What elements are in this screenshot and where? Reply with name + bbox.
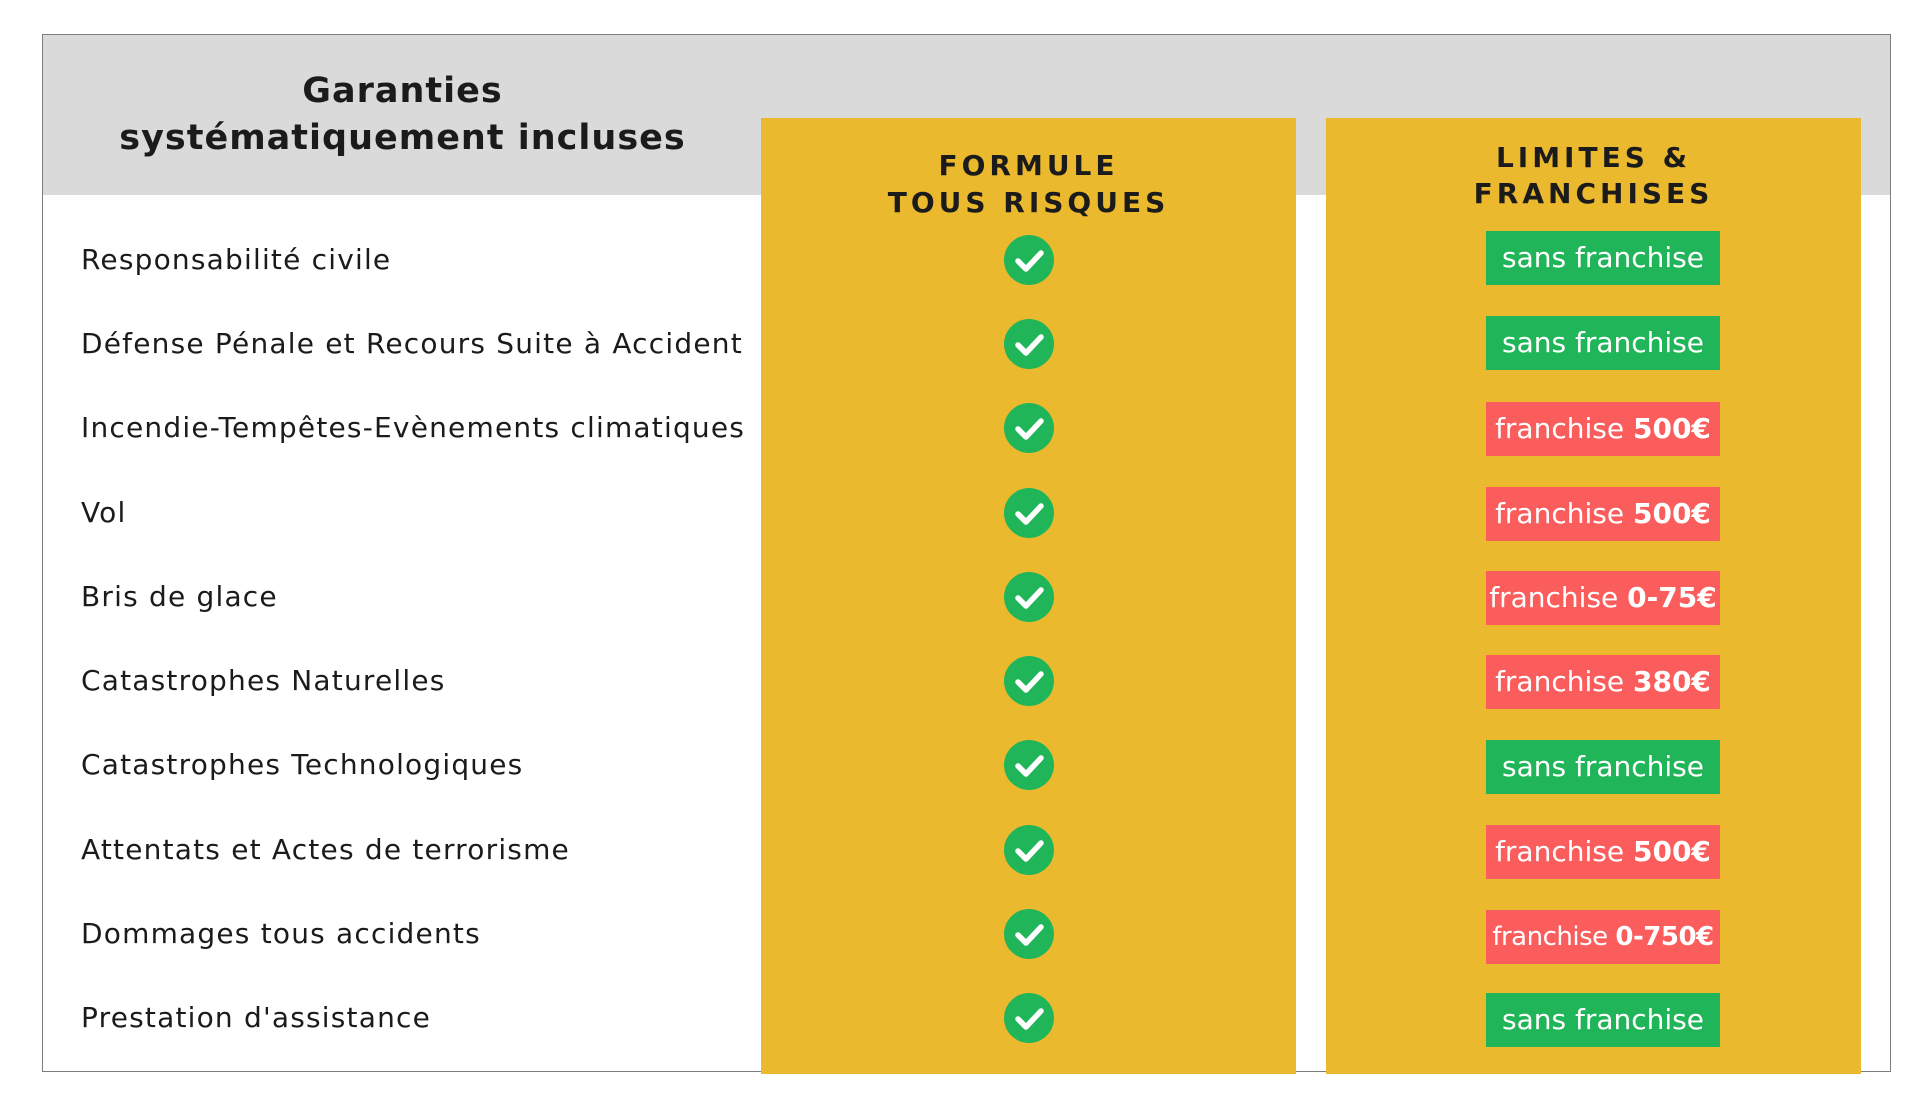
table-title-line2: systématiquement incluses [119, 118, 686, 158]
check-circle-icon [1004, 319, 1054, 369]
column-formule-header-line1: FORMULE [938, 149, 1119, 182]
guarantee-label: Bris de glace [81, 580, 278, 613]
check-circle-icon [1004, 235, 1054, 285]
deductible-badge [1486, 825, 1720, 879]
column-limites-header-line1: LIMITES & [1495, 141, 1692, 174]
deductible-badge [1486, 571, 1720, 625]
badge-amount: 500€ [1632, 412, 1711, 445]
badge-amount: 380€ [1632, 665, 1711, 698]
no-deductible-badge [1486, 993, 1720, 1047]
deductible-badge [1486, 487, 1720, 541]
badge-text: sans franchise [1502, 326, 1704, 359]
deductible-badge [1486, 402, 1720, 456]
badge-amount: 500€ [1632, 497, 1711, 530]
column-formule-header [761, 147, 1296, 221]
column-formule-header-line2: TOUS RISQUES [887, 186, 1170, 219]
badge-text: franchise [1489, 581, 1628, 614]
badge-text: sans franchise [1502, 1003, 1704, 1036]
guarantee-label: Catastrophes Naturelles [81, 664, 446, 697]
check-circle-icon [1004, 656, 1054, 706]
check-circle-icon [1004, 740, 1054, 790]
badge-text: franchise [1492, 922, 1616, 952]
badge-amount: 500€ [1632, 835, 1711, 868]
column-limites-header [1326, 140, 1861, 212]
no-deductible-badge [1486, 316, 1720, 370]
badge-amount: 0-750€ [1615, 922, 1714, 952]
check-circle-icon [1004, 993, 1054, 1043]
check-circle-icon [1004, 403, 1054, 453]
guarantee-label: Prestation d'assistance [81, 1001, 432, 1034]
guarantee-label: Vol [81, 496, 127, 529]
check-circle-icon [1004, 909, 1054, 959]
badge-text: sans franchise [1502, 241, 1704, 274]
guarantee-label: Dommages tous accidents [81, 917, 481, 950]
table-title [100, 68, 705, 162]
guarantee-label: Défense Pénale et Recours Suite à Accident [81, 327, 743, 360]
badge-text: franchise [1495, 835, 1633, 868]
guarantee-label: Attentats et Actes de terrorisme [81, 833, 570, 866]
guarantee-label: Catastrophes Technologiques [81, 748, 524, 781]
no-deductible-badge [1486, 740, 1720, 794]
table-title-line1: Garanties [302, 71, 503, 111]
badge-text: sans franchise [1502, 750, 1704, 783]
badge-text: franchise [1495, 497, 1633, 530]
column-limites-header-line2: FRANCHISES [1473, 177, 1714, 210]
badge-text: franchise [1495, 665, 1633, 698]
no-deductible-badge [1486, 231, 1720, 285]
guarantee-label: Responsabilité civile [81, 243, 392, 276]
check-circle-icon [1004, 572, 1054, 622]
guarantee-label: Incendie-Tempêtes-Evènements climatiques [81, 411, 746, 444]
check-circle-icon [1004, 488, 1054, 538]
deductible-badge [1486, 655, 1720, 709]
badge-amount: 0-75€ [1627, 581, 1717, 614]
badge-text: franchise [1495, 412, 1633, 445]
check-circle-icon [1004, 825, 1054, 875]
deductible-badge [1486, 910, 1720, 964]
